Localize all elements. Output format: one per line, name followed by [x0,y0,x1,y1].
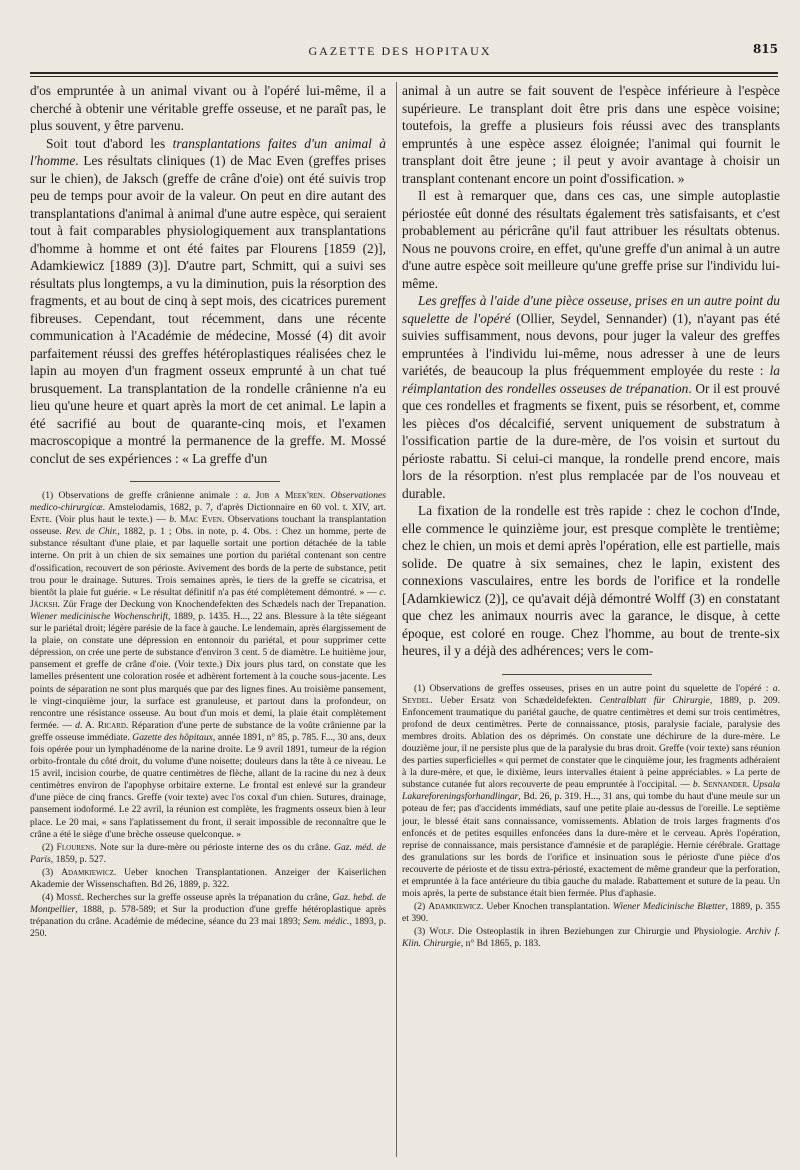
italic-run: Observationes medico-chirurgicæ [30,490,386,514]
right-paragraph [402,502,780,660]
text-run: . [777,682,780,694]
author-name: Job a Meek'ren [255,490,323,501]
author-name: Mac Even [179,514,222,526]
text-run: . Ueber knochen Transplantationen. Anzeiger der Kaiserlichen Akademie der Wissenschaften. Bd 26, 1889, p. 322. [30,866,386,890]
text-run: (4) [42,892,56,904]
text-run: . (Voir plus haut le texte.) — [49,514,170,526]
author-name: Mossé [55,892,82,904]
footnote [402,926,780,950]
italic-run: Centralblatt für Chirurgie [599,694,710,706]
author-name: Jäcksh [30,598,58,610]
right-paragraph [402,187,780,292]
header-rule-thick [30,72,778,74]
text-run: , 1893, p. 250. [30,916,386,940]
footnote [402,901,780,925]
text-run: , 1859, p. 527. [50,853,106,865]
text-run: , 1888, p. 578-589; et Sur la production d'une greffe hétéroplastique après trépanation du crâne. Académie de médecine, séance du 23 mai 1893; [30,904,386,928]
author-name: Ente [30,514,50,526]
text-run: La fixation de la rondelle est très rapide : chez le cochon d'Inde, elle commence le quinzième jour, est presque complète le trentième; chez le chien, un mois et demi après l'opération, elle est partielle, mais solide. De quatre à six semaines, chez le lapin, existent des connexions vasculaires, entre les bords de l'orifice et la rondelle [Adamkiewicz (2)], ce qu'avait déjà démontré Wolff (3) en constatant que chez les animaux nourris avec la garance, le disque, à cette époque, est coloré en rouge. Chez l'homme, au bout de trente-six heures, il y a déjà des adhérences; vers le com- [402,503,780,658]
running-title: GAZETTE DES HOPITAUX [308,44,492,58]
author-name: Adamkiewicz [428,901,481,913]
footnote [30,892,386,940]
text-run: . Recherches sur la greffe osseuse après la trépanation du crâne, [81,892,333,904]
italic-run: Sem. médic. [303,916,350,928]
left-body-text [30,82,386,467]
text-run: . [248,490,256,501]
author-name: Flourens [56,841,95,853]
italic-run: Gazette des hôpitaux [132,731,213,743]
text-run: . Ueber Knochen transplantation. [481,901,613,913]
italic-run: Les greffes à l'aide d'une pièce osseuse, prises en un autre point du squelette de l'opéré [402,293,780,326]
right-paragraph [402,82,780,187]
text-run: Soit tout d'abord les [46,135,173,151]
author-name: Wolf [429,926,452,938]
author-name: Ricard [97,719,126,731]
text-run: (2) [42,841,57,853]
italic-run: Archiv f. Klin. Chirurgie [402,926,780,950]
text-run: . Observations touchant la transplantation osseuse. [30,514,386,538]
text-run: . [322,490,331,501]
left-footnotes [30,490,386,940]
text-run: (3) [414,926,430,938]
footnote [30,842,386,866]
italic-run: c [379,586,384,598]
author-name: Sennander [703,779,747,791]
text-run: (1) Observations de greffe crânienne animale : [42,490,244,501]
italic-run: b [692,779,698,791]
text-run: . Amstelodamis, 1682, p. 7, d'après Dictionnaire en 60 vol. t. XIV, art. [102,502,386,514]
page-header [0,42,800,62]
italic-run: Wiener Medicinische Blætter [612,901,726,913]
text-run: , Bd. 26, p. 319. H..., 31 ans, qui tombe du haut d'une meule sur un poteau de fer; pas d'accidents immédiats, sauf une petite plaie au-dessus de l'oreille. Le septième jour, le blessé était sans connaissance, vomissements. Ablation de trois larges fragments d'os enfoncés et de petites esquilles enfoncées dans la dure-mère et le cerveau. Après l'opération, reprise de connaissance, mais persistance d'amnésie et de paraplégie. Hernie cérébrale. Grattage des granulations sur les bords de l'orifice et insinuation sous le périoste d'une pièce d'os recouverte de périoste et de tissu extra-périosté, exactement de même grandeur que la perforation, et empruntée à la face antérieure du tibia gauche du malade. Rabattement et suture de la peau. Un mois après, la perte de substance était bien fermée. Plus d'aphasie. [402,791,780,900]
header-rule-thin [30,76,778,77]
left-paragraph [30,135,386,468]
italic-run: transplantations faites d'un animal à l'homme [30,135,386,168]
text-run: . [697,779,704,791]
author-name: Adamkiewicz [61,866,114,878]
text-run: , 1889, p. 1435. H..., 22 ans. Blessure à la tête siégeant sur le pariétal droit; légère parésie de la face à gauche. Le lendemain, après élargissement de la plaie, on constate une dépression en entonnoir du pariétal, et pour supprimer cette dépression, on crée une perte de substance d'environ 3 cent. 5 de diamètre. Le huitième jour, pansement et greffe de crâne d'oie. (Voir texte.) Dix jours plus tard, on constate que les lamelles présentent une coloration rosée et adhèrent fortement à la couche sous-jacente. Les points de séparation ne sont plus marqués que par des lignes fines. Au troisième pansement, le vingt-cinquième jour, la surface est granuleuse, et partout dans la profondeur, on rencontre une résistance osseuse. Au bout d'un mois et demi, la plaie était complètement fermée. — [30,610,386,731]
footnote [30,490,386,841]
text-run: Il est à remarquer que, dans ces cas, une simple autoplastie périostée eût donné des résultats également très satisfaisants, et c'est probablement au péricrâne qu'il faut attribuer les résultats obtenus. Nous ne pouvons croire, en effet, qu'une greffe d'un animal à un autre d'une autre espèce soit meilleure qu'une greffe prise sur l'individu lui-même. [402,188,780,291]
italic-run: a [772,682,778,694]
italic-run: Rev. de Chir. [65,526,118,538]
text-run: . Or il est prouvé que ces rondelles et fragments se fixent, puis se résorbent, et, comme les pièces d'os décalcifié, servent uniquement de substratum à l'ossification partie de la dure-mère, de l'os voisin et surtout du périoste rabattu. Si celui-ci manque, la rondelle prend encore, mais lors de la résorption. n'est plus remplacée par de l'os nouveau et durable. [402,380,780,501]
text-run: (2) [414,901,429,913]
footnote-rule [130,481,280,482]
text-run: . Note sur la dure-mère ou périoste interne des os du crâne. [94,841,335,853]
italic-run: la réimplantation des rondelles osseuses de trépanation [402,363,780,396]
text-run: . Die Osteoplastik in ihren Beziehungen zur Chirurgie und Physiologie. [451,926,746,938]
text-run: , 1889, p. 209. Enfoncement traumatique du pariétal gauche, de quatre centimètres et demi sur trois centimètres, profond de deux centimètres. Perte de connaissance, ptosis, paralysie faciale, paralysie des membres droits. Ablation des os déprimés. On constate une déchirure de la dure-mère. Le douzième jour, il ne persiste plus que de la paralysie du bras droit. Greffe (voir texte) sans réunion des parties superficielles « qui permet de constater que le cinquième jour, les fragments adhéraient à la dure-mère, et que, le dixième, leurs intervalles étaient à peine appréciables. » La perte de substance cutanée fut alors recouverte de peau empruntée à l'occipital. — [402,694,780,791]
right-footnotes [402,683,780,951]
italic-run: a [243,490,249,501]
text-run: . [174,514,180,526]
page-number: 815 [752,42,778,56]
left-paragraph [30,82,386,135]
text-run: , année 1891, n° 85, p. 785. F..., 30 ans, deux fois opérée pour un lymphadénome de la narine droite. Le 9 avril 1891, tumeur de la région orbito-frontale du côté droit, du volume d'une noisette; douleurs dans la tête à ce niveau. Le 15 avril, incision courbe, de quatre centimètres de flèche, allant de la racine du nez à deux centimètres environ de l'apophyse orbitaire externe. Le frontal est enlevé sur la grandeur d'une pièce de cinq francs. Greffe (voir texte) avec l'os coxal d'un chien. Sutures, drainage, pansement iodoformé. Le 22 avril, la réunion est complète, les fragments osseux bien à leur place. Le 20 mai, « sans l'aplatissement du front, il serait impossible de reconnaître que le crâne a été le siège d'une brèche osseuse quelconque. » [30,731,386,840]
italic-run: b [169,514,175,526]
text-run: . [746,779,753,791]
text-run: . Zür Frage der Deckung von Knochendefekten des Schædels nach der Trepanation. [57,598,386,610]
italic-run: Gaz. méd. de Paris [30,841,386,865]
text-run: (Ollier, Seydel, Sennander) (1), n'ayant pas été suivies suffisamment, nous devons, pour juger la valeur des greffes empruntées à l'individu lui-même, nous adresser à une de leurs variétés, de beaucoup la plus fréquemment employée du reste : [402,310,780,378]
text-run: d'os empruntée à un animal vivant ou à l'opéré lui-même, il a cherché à obtenir une véritable greffe osseuse, et ne paraît pas, le plus souvent, y être parvenu. [30,83,386,133]
author-name: Seydel [402,694,431,706]
right-body-text [402,82,780,660]
left-column [30,82,386,941]
right-column [402,82,780,952]
italic-run: Gaz. hebd. de Montpellier [30,892,386,916]
text-run: . Réparation d'une perte de substance de la voûte crânienne par la greffe osseuse immédiate. [30,719,386,743]
text-run: (3) [42,866,62,878]
text-run: . A. [79,719,98,731]
text-run: . [383,586,386,598]
italic-run: Wiener medicinische Wochenschrift [30,610,169,622]
right-paragraph [402,292,780,502]
column-divider [396,82,397,1157]
text-run: (1) Observations de greffes osseuses, prises en un autre point du squelette de l'opéré : [414,682,773,694]
footnote-rule [502,674,652,675]
footnote [402,683,780,901]
text-run: . Les résultats cliniques (1) de Mac Even (greffes prises sur le chien), de Jaksch (greffe de crâne d'oie) ont été suivis trop peu de temps pour avoir de la valeur. On peut en dire autant des transplantations d'animal à animal d'une autre espèce, qui seraient tout à fait comparables physiologiquement aux transplantations d'homme à homme et ont été faites par Flourens [1859 (2)], Adamkiewicz [1889 (3)]. D'autre part, Schmitt, qui a suivi ses résultats plus longtemps, a vu la diminution, puis la résorption des fragments, et au bout de cinq à sept mois, des cicatrices purement fibreuses. Cependant, tout récemment, dans une récente communication à l'Académie de médecine, Mossé (4) dit avoir parfaitement réussi des greffes hétéroplastiques réalisées chez le lapin au moyen d'un fragment osseux emprunté à un chat tué brusquement. La transplantation de la rondelle crânienne n'a eu lieu qu'une heure et quart après la mort de cet animal. Le lapin a été sacrifié au bout de quarante-cinq mois, et l'examen macroscopique a montré la permanence de la greffe. M. Mossé conclut de ses expériences : « La greffe d'un [30,153,386,466]
italic-run: Upsala Lakareforeningsforhandlingar [402,779,780,803]
text-run: , n° Bd 1865, p. 183. [460,938,541,950]
italic-run: d [75,719,80,731]
text-run: , 1889, p. 355 et 390. [402,901,780,925]
text-run: . Ueber Ersatz von Schædeldefekten. [430,694,600,706]
text-run: animal à un autre se fait souvent de l'espèce inférieure à l'espèce supérieure. Le transplant doit être pris dans une espèce voisine; toutefois, la greffe a plusieurs fois réussi avec des transplants empruntés à une espèce assez éloignée; l'animal qui fournit le transplant doit être jeune ; il peut y avoir avantage à choisir un transplant contenant encore un point d'ossification. » [402,83,780,186]
footnote [30,867,386,891]
text-run: , 1882, p. 1 ; Obs. in note, p. 4. Obs. : Chez un homme, perte de substance résultant d'une plaie, et par laquelle sortait une portion détachée de la table interne. On prit à un chien de six semaines une portion du pariétal contenant son centre d'ossification, recouvert de son périoste. Avivement des bords de la perte de substance, petit trou pour le drainage. Sutures. Trois semaines après, le tiers de la greffe se cicatrisa, et bientôt la plaie fut guérie. « Le résultat définitif n'a pas été complètement démontré. » — [30,526,386,598]
